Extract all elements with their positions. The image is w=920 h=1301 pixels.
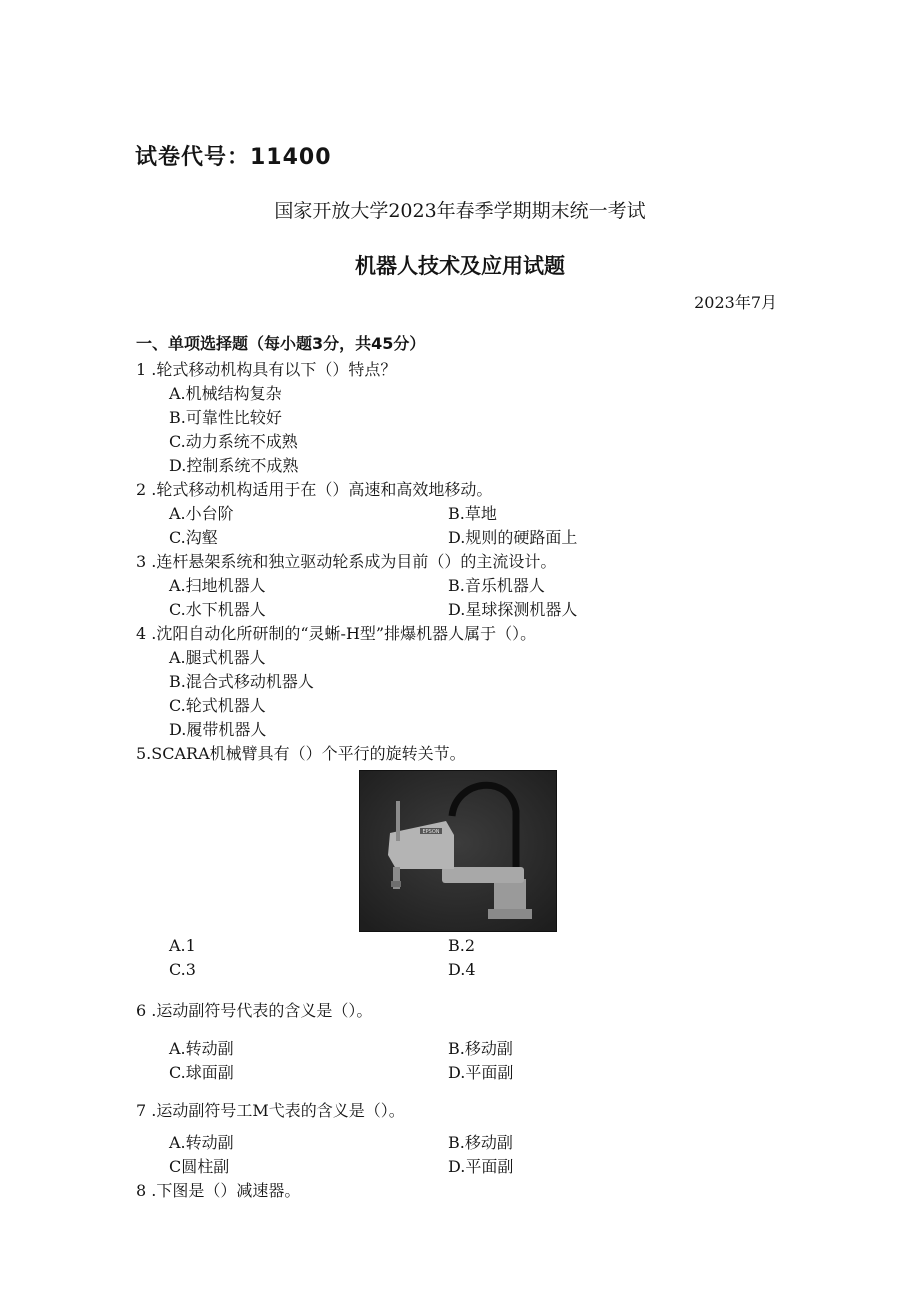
question-1: 1 .轮式移动机构具有以下（）特点？ [136,360,397,379]
section-title: 一、单项选择题（每小题3分，共45分） [136,334,426,353]
q3-option-c: C.水下机器人 [169,600,266,619]
question-2: 2 .轮式移动机构适用于在（）高速和高效地移动。 [136,480,493,499]
q7-option-c: C圆柱副 [169,1157,230,1176]
question-8: 8 .下图是（）减速器。 [136,1181,301,1200]
question-6: 6 .运动副符号代表的含义是（）。 [136,1001,373,1020]
q2-option-d: D.规则的硬路面上 [448,528,578,547]
question-4: 4 .沈阳自动化所研制的“灵蜥-H型”排爆机器人属于（）。 [136,624,537,643]
question-5: 5.SCARA机械臂具有（）个平行的旋转关节。 [136,744,466,763]
q4-option-c: C.轮式机器人 [169,696,266,715]
q6-option-c: C.球面副 [169,1063,234,1082]
q4-option-b: B.混合式移动机器人 [169,672,314,691]
q4-option-d: D.履带机器人 [169,720,267,739]
q3-option-d: D.星球探测机器人 [448,600,578,619]
q6-option-a: A.转动副 [169,1039,234,1058]
q6-option-d: D.平面副 [448,1063,514,1082]
q1-option-c: C.动力系统不成熟 [169,432,298,451]
q7-option-d: D.平面副 [448,1157,514,1176]
q7-option-a: A.转动副 [169,1133,234,1152]
q3-option-a: A.扫地机器人 [169,576,266,595]
q1-option-b: B.可靠性比较好 [169,408,282,427]
question-3: 3 .连杆悬架系统和独立驱动轮系成为目前（）的主流设计。 [136,552,557,571]
exam-code: 试卷代号：11400 [135,145,332,170]
scara-robot-photo [359,770,557,932]
q2-option-b: B.草地 [448,504,497,523]
q6-option-b: B.移动副 [448,1039,513,1058]
q7-option-b: B.移动副 [448,1133,513,1152]
exam-date: 2023年7月 [694,293,777,312]
q1-option-d: D.控制系统不成熟 [169,456,299,475]
brand-label: EPSON [422,829,440,835]
q5-option-a: A.1 [169,936,196,955]
q1-option-a: A.机械结构复杂 [169,384,282,403]
paper-title: 机器人技术及应用试题 [355,254,565,278]
q3-option-b: B.音乐机器人 [448,576,545,595]
q5-option-d: D.4 [448,960,476,979]
exam-name: 国家开放大学2023年春季学期期末统一考试 [274,200,646,222]
q4-option-a: A.腿式机器人 [169,648,266,667]
q2-option-a: A.小台阶 [169,504,234,523]
q2-option-c: C.沟壑 [169,528,218,547]
q5-option-c: C.3 [169,960,196,979]
question-7: 7 .运动副符号工M弋表的含义是（）。 [136,1101,405,1120]
q5-option-b: B.2 [448,936,476,955]
